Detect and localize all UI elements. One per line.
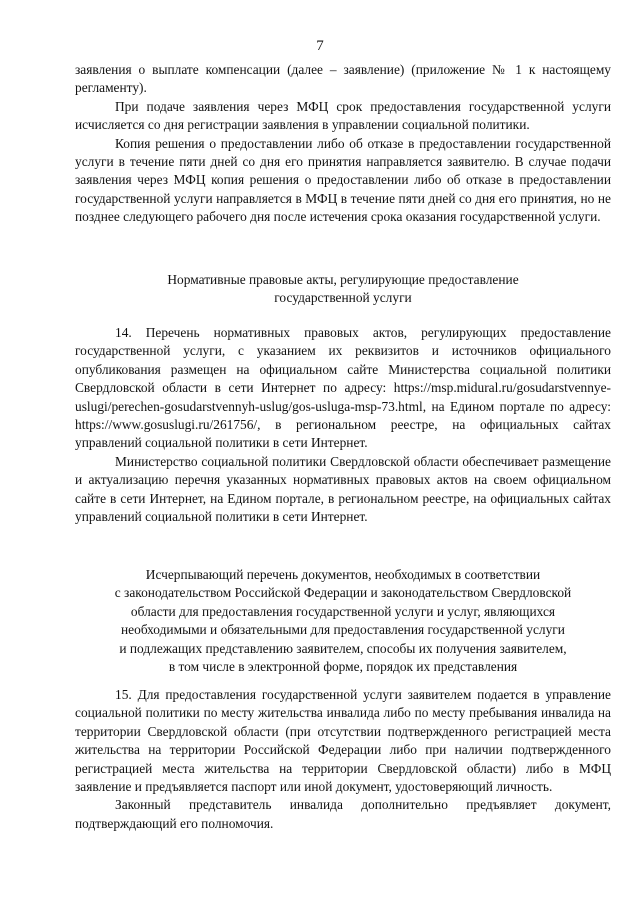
section-14-text: , в региональном реестре, на официальных сайтах управлений социальной политики в сети Интернет. xyxy=(75,417,611,451)
heading-line: Нормативные правовые акты, регулирующие предоставление xyxy=(167,272,519,287)
section-14-paragraph-1 xyxy=(75,324,611,453)
heading-documents-list xyxy=(60,566,626,676)
section-15-paragraph-2: Законный представитель инвалида дополнительно предъявляет документ, подтверждающий его полномочия. xyxy=(75,797,611,831)
section-15-paragraph-1: 15. Для предоставления государственной услуги заявителем подается в управление социальной политики по месту жительства инвалида либо по месту пребывания инвалида на территории Свердловской области (при отсутствии подтвержденного регистрацией места жительства на территории Российской Федерации либо при наличии подтвержденного регистрацией места жительства на территории Свердловской области) либо в МФЦ заявление и предъявляется паспорт или иной документ, удостоверяющий личность. xyxy=(75,687,611,795)
section-14 xyxy=(75,324,611,526)
section-14-paragraph-2: Министерство социальной политики Свердловской области обеспечивает размещение и актуализацию перечня указанных нормативных правовых актов на своем официальном сайте в сети Интернет, на Едином портале, в региональном реестре, на официальных сайтах управлений социальной политики в сети Интернет. xyxy=(75,453,611,525)
section-15 xyxy=(75,686,611,833)
page-number: 7 xyxy=(316,38,324,54)
section-14-text: , на Едином портале по адресу: xyxy=(422,398,611,414)
heading-line: с законодательством Российской Федерации и законодательством Свердловской xyxy=(114,585,572,601)
intro-block xyxy=(75,61,611,227)
intro-paragraph-mfc-term: При подаче заявления через МФЦ срок предоставления государственной услуги исчисляется со дня регистрации заявления в управлении социальной политики. xyxy=(75,98,611,133)
intro-paragraph-decision-copy: Копия решения о предоставлении либо об отказе в предоставлении государственной услуги в течение пяти дней со дня его принятия направляется заявителю. В случае подачи заявления через МФЦ копия решения о предоставлении либо об отказе в предоставлении государственной услуги направляется в МФЦ в течение пяти дней со дня его принятия, но не позднее следующего рабочего дня после истечения срока оказания государственной услуги. xyxy=(75,135,611,225)
msp-site-link[interactable]: https://msp.midural.ru/gosudarstvennye-uslugi/perechen-gosudarstvennyh-uslug/gos-usluga-msp-73.html xyxy=(75,380,611,414)
heading-line: и подлежащих представлению заявителем, способы их получения заявителем, xyxy=(119,640,567,656)
intro-paragraph-continuation: заявления о выплате компенсации (далее – заявление) (приложение № 1 к настоящему регламенту). xyxy=(75,62,611,96)
heading-line: Исчерпывающий перечень документов, необходимых в соответствии xyxy=(145,567,541,582)
heading-line: в том числе в электронной форме, порядок их представления xyxy=(168,659,518,675)
heading-normative-acts xyxy=(60,271,626,308)
heading-line: государственной услуги xyxy=(274,290,412,306)
gosuslugi-link[interactable]: https://www.gosuslugi.ru/261756/ xyxy=(75,417,258,433)
heading-line: необходимыми и обязательными для предоставления государственной услуги xyxy=(121,622,565,638)
section-14-text: 14. Перечень нормативных правовых актов, регулирующих предоставление государственной услуги, с указанием их реквизитов и источников официального опубликования размещен на официальном сайте Министерства социальной политики Свердловской области в сети Интернет по адресу: xyxy=(75,325,611,396)
heading-line: области для предоставления государственной услуги и услуг, являющихся xyxy=(130,603,556,619)
